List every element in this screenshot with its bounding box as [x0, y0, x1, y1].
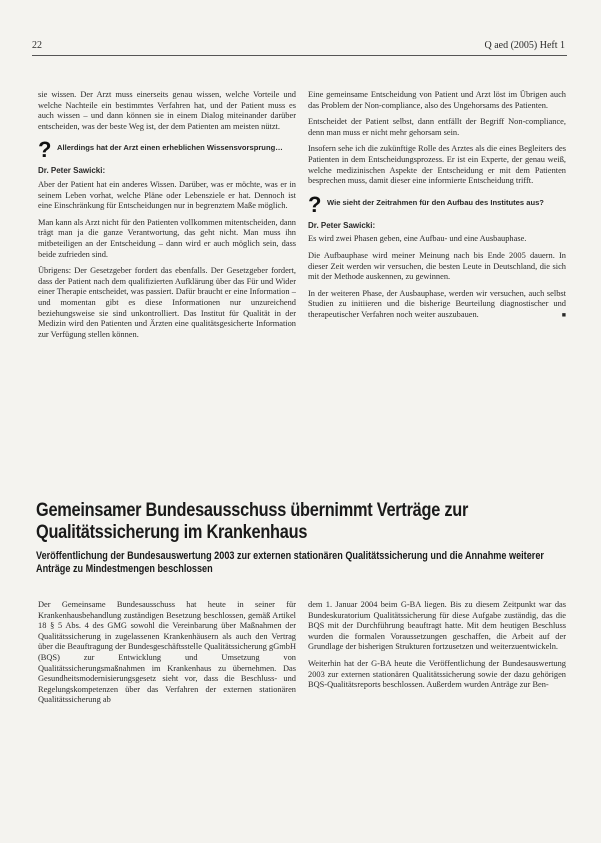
- article-subheadline: Veröffentlichung der Bundesauswertung 2003 zur externen stationären Qualitätssicherung und die Annahme weiterer Anträge zu Mindestmengen beschlossen: [36, 550, 544, 575]
- interview-paragraph: Es wird zwei Phasen geben, eine Aufbau- und eine Ausbauphase.: [308, 234, 527, 244]
- speaker-name: Dr. Peter Sawicki:: [38, 166, 106, 176]
- interview-paragraph: Entscheidet der Patient selbst, dann entfällt der Begriff Non-compliance, denn man muss er nicht mehr gehorsam sein.: [308, 117, 566, 137]
- interview-paragraph: Insofern sehe ich die zukünftige Rolle des Arztes als die eines Begleiters des Patienten in dem Entscheidungsprozess. Er ist ein Experte, der genau weiß, welche medizinischen Aspekte der Entscheidung er mit dem Patienten besprechen muss, damit dieser eine informierte Entscheidung trifft.: [308, 144, 566, 186]
- question-text: Allerdings hat der Arzt einen erheblichen Wissensvorsprung…: [57, 143, 283, 153]
- article-headline: Gemeinsamer Bundesausschuss übernimmt Verträge zur Qualitätssicherung im Krankenhaus: [36, 500, 469, 543]
- article-paragraph: dem 1. Januar 2004 beim G-BA liegen. Bis zu diesem Zeitpunkt war das Bundeskuratorium Qualitätssicherung für diese Aufgabe zuständig, das die BQS mit der Durchführung beauftragt hatte. Mit dem heutigen Beschluss wurden die formalen Voraussetzungen geschaffen, die Arbeit auf der Grundlage der bisherigen Strukturen fortzusetzen und weiterzuentwickeln.: [308, 600, 566, 652]
- speaker-name: Dr. Peter Sawicki:: [308, 220, 376, 230]
- interview-paragraph-text: In der weiteren Phase, der Ausbauphase, werden wir versuchen, auch selbst Studien zu initiieren und die bisherige Beurteilung diagnostischer und therapeutischer Verfahren noch weiter auszubauen.: [308, 288, 566, 319]
- page-number: 22: [32, 40, 42, 51]
- interview-paragraph: Die Aufbauphase wird meiner Meinung nach bis Ende 2005 dauern. In dieser Zeit werden wir versuchen, die besten Leute in Deutschland, die sich mit der Methode auskennen, zu gewinnen.: [308, 250, 566, 282]
- article-paragraph: Der Gemeinsame Bundesausschuss hat heute in seiner für Krankenhausbehandlung zuständigen Besetzung beschlossen, gemäß Artikel 18 § 5 Abs. 4 des GMG sowohl die Vereinbarung über Maßnahmen der Qualitätssicherung in zugelassenen Krankenhäusern als auch den Vertrag über die Beauftragung der Bundesgeschäftsstelle Qualitätssicherung gGmbH (BQS) zur Entwicklung und Umsetzung von Qualitätssicherungsmaßnahmen im Krankenhaus zu übernehmen. Das Gesundheitsmodernisierungsgesetz sieht vor, dass die Beschluss- und Regelungskompetenzen über das Verfahren der externen stationären Qualitätssicherung ab: [38, 600, 296, 705]
- interview-question: [308, 191, 566, 217]
- interview-paragraph: Man kann als Arzt nicht für den Patienten vollkommen mitentscheiden, dann trägt man ja die ganze Verantwortung, das geht nicht. Man muss ihn mitbeteiligen an der Entscheidung – dann wird er auch möglich sein, dass beide zufrieden sind.: [38, 217, 296, 259]
- question-mark-icon: ?: [308, 191, 322, 217]
- interview-paragraph: Eine gemeinsame Entscheidung von Patient und Arzt löst im Übrigen auch das Problem der Non-compliance, also des Ungehorsams des Patienten.: [308, 90, 566, 110]
- interview-left-column: [38, 90, 296, 346]
- interview-question: [38, 137, 296, 163]
- header-divider: [32, 55, 567, 56]
- question-text: Wie sieht der Zeitrahmen für den Aufbau des Institutes aus?: [327, 197, 544, 207]
- interview-right-column: [308, 90, 566, 327]
- interview-paragraph: Aber der Patient hat ein anderes Wissen. Darüber, was er möchte, was er in seinem Leben vorhat, welche Pläne oder Lebensziele er hat. Dennoch ist eine Einschränkung für Entscheidungen nur in begrenztem Maße möglich.: [38, 179, 296, 211]
- question-mark-icon: ?: [38, 137, 52, 163]
- article-paragraph: Weiterhin hat der G-BA heute die Veröffentlichung der Bundesauswertung 2003 zur externen stationären Qualitätssicherung sowie der dazu gehörigen BQS-Qualitätsreports beschlossen. Außerdem wurden Anträge zur Ben-: [308, 658, 566, 690]
- journal-reference: Q aed (2005) Heft 1: [484, 40, 565, 51]
- article-right-column: [308, 600, 566, 697]
- interview-paragraph: Übrigens: Der Gesetzgeber fordert das ebenfalls. Der Gesetzgeber fordert, dass der Patient nach dem qualifizierten Aufklärung über das Für und Wider einer Therapie entscheidet, was passiert. Dafür braucht er eine Information – und momentan gibt es diese Informationen nur unzureichend beziehungsweise sie sind unkontrolliert. Das Institut für Qualität in der Medizin wird den Patienten und Ärzten eine qualitätsgesicherte Information zur Verfügung stellen können.: [38, 266, 296, 339]
- interview-paragraph: [308, 289, 566, 321]
- interview-paragraph: sie wissen. Der Arzt muss einerseits genau wissen, welche Vorteile und welche Nachteile ein bestimmtes Verfahren hat, und der Patient muss es auch wissen – und dann können sie in einem Dialog miteinander darüber entscheiden, was der beste Weg ist, der dem Patienten am meisten nützt.: [38, 90, 296, 131]
- article-left-column: [38, 600, 296, 712]
- end-of-article-icon: ■: [561, 310, 566, 319]
